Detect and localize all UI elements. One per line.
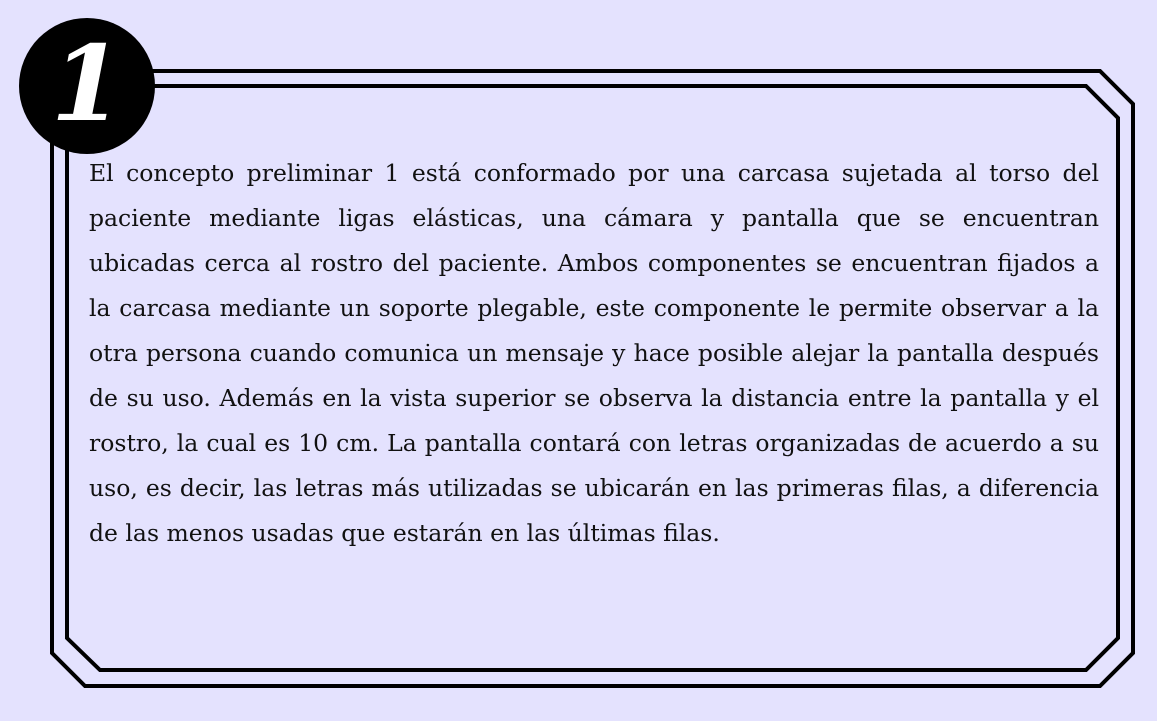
description-paragraph: El concepto preliminar 1 está conformado por una carcasa sujetada al torso del paciente mediante ligas elásticas, una cámara y pantalla que se encuentran ubicadas cerca al rostro del paciente. Ambos componentes se encuentran fijados a la carcasa mediante un soporte plegable, este componente le permite observar a la otra persona cuando comunica un mensaje y hace posible alejar la pantalla después de su uso. Además en la vista superior se observa la distancia entre la pantalla y el rostro, la cual es 10 cm. La pantalla contará con letras organizadas de acuerdo a su uso, es decir, las letras más utilizadas se ubicarán en las primeras filas, a diferencia de las menos usadas que estarán en las últimas filas. [89,159,1099,547]
number-badge [19,18,155,154]
badge-number-text: 1 [50,22,124,145]
